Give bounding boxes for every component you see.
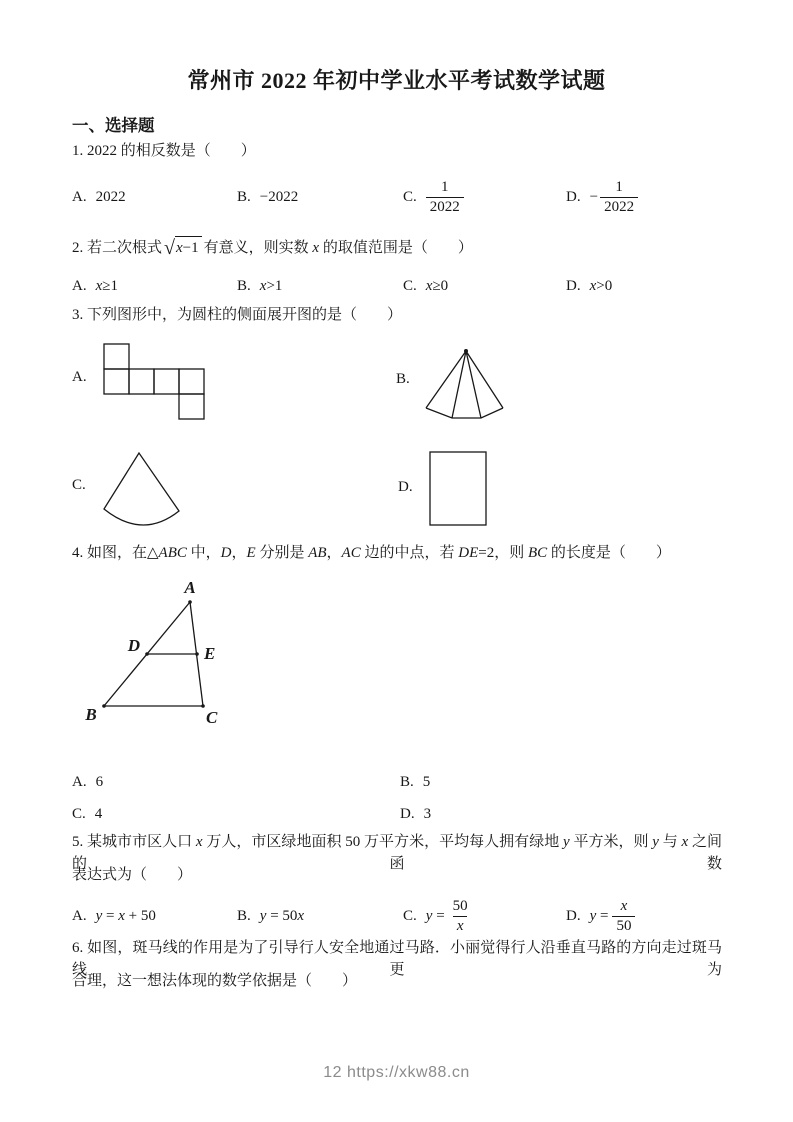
q1-option-b-label: B. [237, 188, 251, 205]
q2-option-c-value [426, 278, 448, 295]
triangle-fan-figure [424, 347, 508, 423]
relation: ≥0 [432, 277, 449, 294]
radicand-rest: −1 [182, 240, 199, 256]
q1-option-a [72, 170, 126, 224]
vertex-a-label: A [184, 578, 196, 597]
q2-option-d-value [590, 278, 613, 295]
q1-option-a-label: A. [72, 188, 87, 205]
question-1-text: 1. 2022 的相反数是（ ） [72, 143, 256, 159]
fraction-numerator: 50 [452, 897, 468, 914]
q4-option-b [400, 770, 430, 794]
q3-figure-d-label: D. [398, 479, 413, 495]
relation: >0 [596, 277, 613, 294]
relation: ≥1 [102, 277, 118, 294]
q2-option-a-label: A. [72, 277, 87, 294]
q5-option-b-value: y = 50x [259, 907, 305, 924]
q1-option-d-fraction [600, 178, 638, 217]
var-x: x [589, 277, 597, 294]
section-heading: 一、选择题 [72, 116, 155, 135]
cube-net-figure [103, 343, 209, 425]
footer-page-url: 12 https://xkw88.cn [323, 1064, 470, 1081]
question-1-options [72, 170, 762, 224]
radical-sign: √ [164, 237, 175, 259]
q2-option-b-label: B. [237, 277, 251, 294]
question-4-options-row1 [72, 770, 762, 794]
q4-option-b-label: B. [400, 773, 414, 790]
minus-sign: − [589, 188, 599, 205]
radicand-var: x [176, 240, 183, 256]
q5-option-a [72, 889, 156, 943]
question-3-text: 3. 下列图形中，为圆柱的侧面展开图的是（ ） [72, 307, 403, 323]
q5-option-a-label: A. [72, 907, 87, 924]
q2-option-b [237, 274, 282, 298]
triangle-midsegment-figure [75, 577, 235, 732]
q1-option-a-value: 2022 [95, 188, 126, 205]
radicand [175, 236, 202, 260]
question-2-options [72, 274, 762, 298]
q2-option-c [403, 274, 448, 298]
fraction-numerator: x [620, 897, 628, 914]
q2-text-before: 2. 若二次根式 [72, 240, 163, 256]
q1-option-b [237, 170, 298, 224]
question-4-options-row2 [72, 802, 762, 826]
question-5-text-line1: 5. 某城市市区人口 x 万人，市区绿地面积 50 万平方米，平均每人拥有绿地 y 平方米，则 y 与 x 之间的函数 [72, 834, 722, 872]
q5-option-d-label: D. [566, 907, 581, 924]
fraction-denominator: x [453, 916, 468, 936]
page-title: 常州市 2022 年初中学业水平考试数学试题 [187, 68, 606, 93]
q3-figure-a-label: A. [72, 369, 87, 385]
q1-option-b-value: −2022 [259, 188, 299, 205]
q2-option-a-value [96, 278, 118, 295]
question-2-text [72, 236, 732, 260]
vertex-e-label: E [204, 644, 216, 663]
q5-option-d [566, 889, 635, 943]
sqrt-expression [164, 236, 202, 260]
q4-option-c-value: 4 [94, 805, 103, 822]
q4-option-d-value: 3 [423, 805, 432, 822]
q2-text-mid: 有意义，则实数 [203, 240, 313, 256]
question-6-text-line1: 6. 如图，斑马线的作用是为了引导行人安全地通过马路．小丽觉得行人沿垂直马路的方向走过斑马线更为 [72, 940, 722, 978]
q2-option-d-label: D. [566, 277, 581, 294]
q3-figure-b-label: B. [396, 371, 410, 387]
q1-option-d-label: D. [566, 188, 581, 205]
q4-option-d-label: D. [400, 805, 415, 822]
fraction-denominator: 2022 [600, 197, 638, 217]
q4-option-c-label: C. [72, 805, 86, 822]
fraction-denominator: 2022 [426, 197, 464, 217]
q5-option-c-lhs: y = [425, 907, 445, 924]
q5-option-b-label: B. [237, 907, 251, 924]
q1-option-d-value [590, 178, 638, 217]
q5-option-c-label: C. [403, 907, 417, 924]
q5-option-b [237, 889, 304, 943]
q1-option-d [566, 170, 638, 224]
q1-option-c-fraction [426, 178, 464, 217]
q5-option-c [403, 889, 472, 943]
q5-option-d-fraction [612, 897, 635, 936]
question-6-text-line2: 合理，这一想法体现的数学依据是（ ） [72, 973, 358, 989]
q3-figure-c-label: C. [72, 477, 86, 493]
q2-option-c-label: C. [403, 277, 417, 294]
q5-option-d-lhs: y = [589, 907, 609, 924]
q2-option-d [566, 274, 612, 298]
question-5-options [72, 889, 762, 943]
q4-option-a-label: A. [72, 773, 87, 790]
vertex-c-label: C [206, 708, 218, 727]
q4-option-d [400, 802, 431, 826]
var-x: x [95, 277, 103, 294]
fraction-denominator: 50 [612, 916, 635, 936]
sector-figure [101, 450, 185, 530]
rectangle-figure [429, 451, 487, 526]
q2-var-x: x [312, 240, 320, 256]
q4-option-c [72, 802, 102, 826]
var-x: x [425, 277, 433, 294]
fraction-numerator: 1 [441, 178, 449, 195]
q2-text-after: 的取值范围是（ ） [319, 240, 473, 256]
q4-option-a [72, 770, 103, 794]
question-4-text: 4. 如图，在△ABC 中，D，E 分别是 AB，AC 边的中点，若 DE=2，则 BC 的长度是（ ） [72, 545, 671, 561]
q4-option-a-value: 6 [95, 773, 104, 790]
q4-option-b-value: 5 [422, 773, 431, 790]
relation: >1 [266, 277, 283, 294]
question-5-text-line2: 表达式为（ ） [72, 867, 193, 883]
q2-option-a [72, 274, 118, 298]
q2-option-b-value [260, 278, 283, 295]
q5-option-c-fraction [449, 897, 472, 936]
q1-option-c [403, 170, 464, 224]
q5-option-a-value: y = x + 50 [95, 907, 156, 924]
var-x: x [259, 277, 267, 294]
fraction-numerator: 1 [615, 178, 623, 195]
vertex-b-label: B [85, 705, 97, 724]
vertex-d-label: D [127, 636, 140, 655]
q1-option-c-label: C. [403, 188, 417, 205]
